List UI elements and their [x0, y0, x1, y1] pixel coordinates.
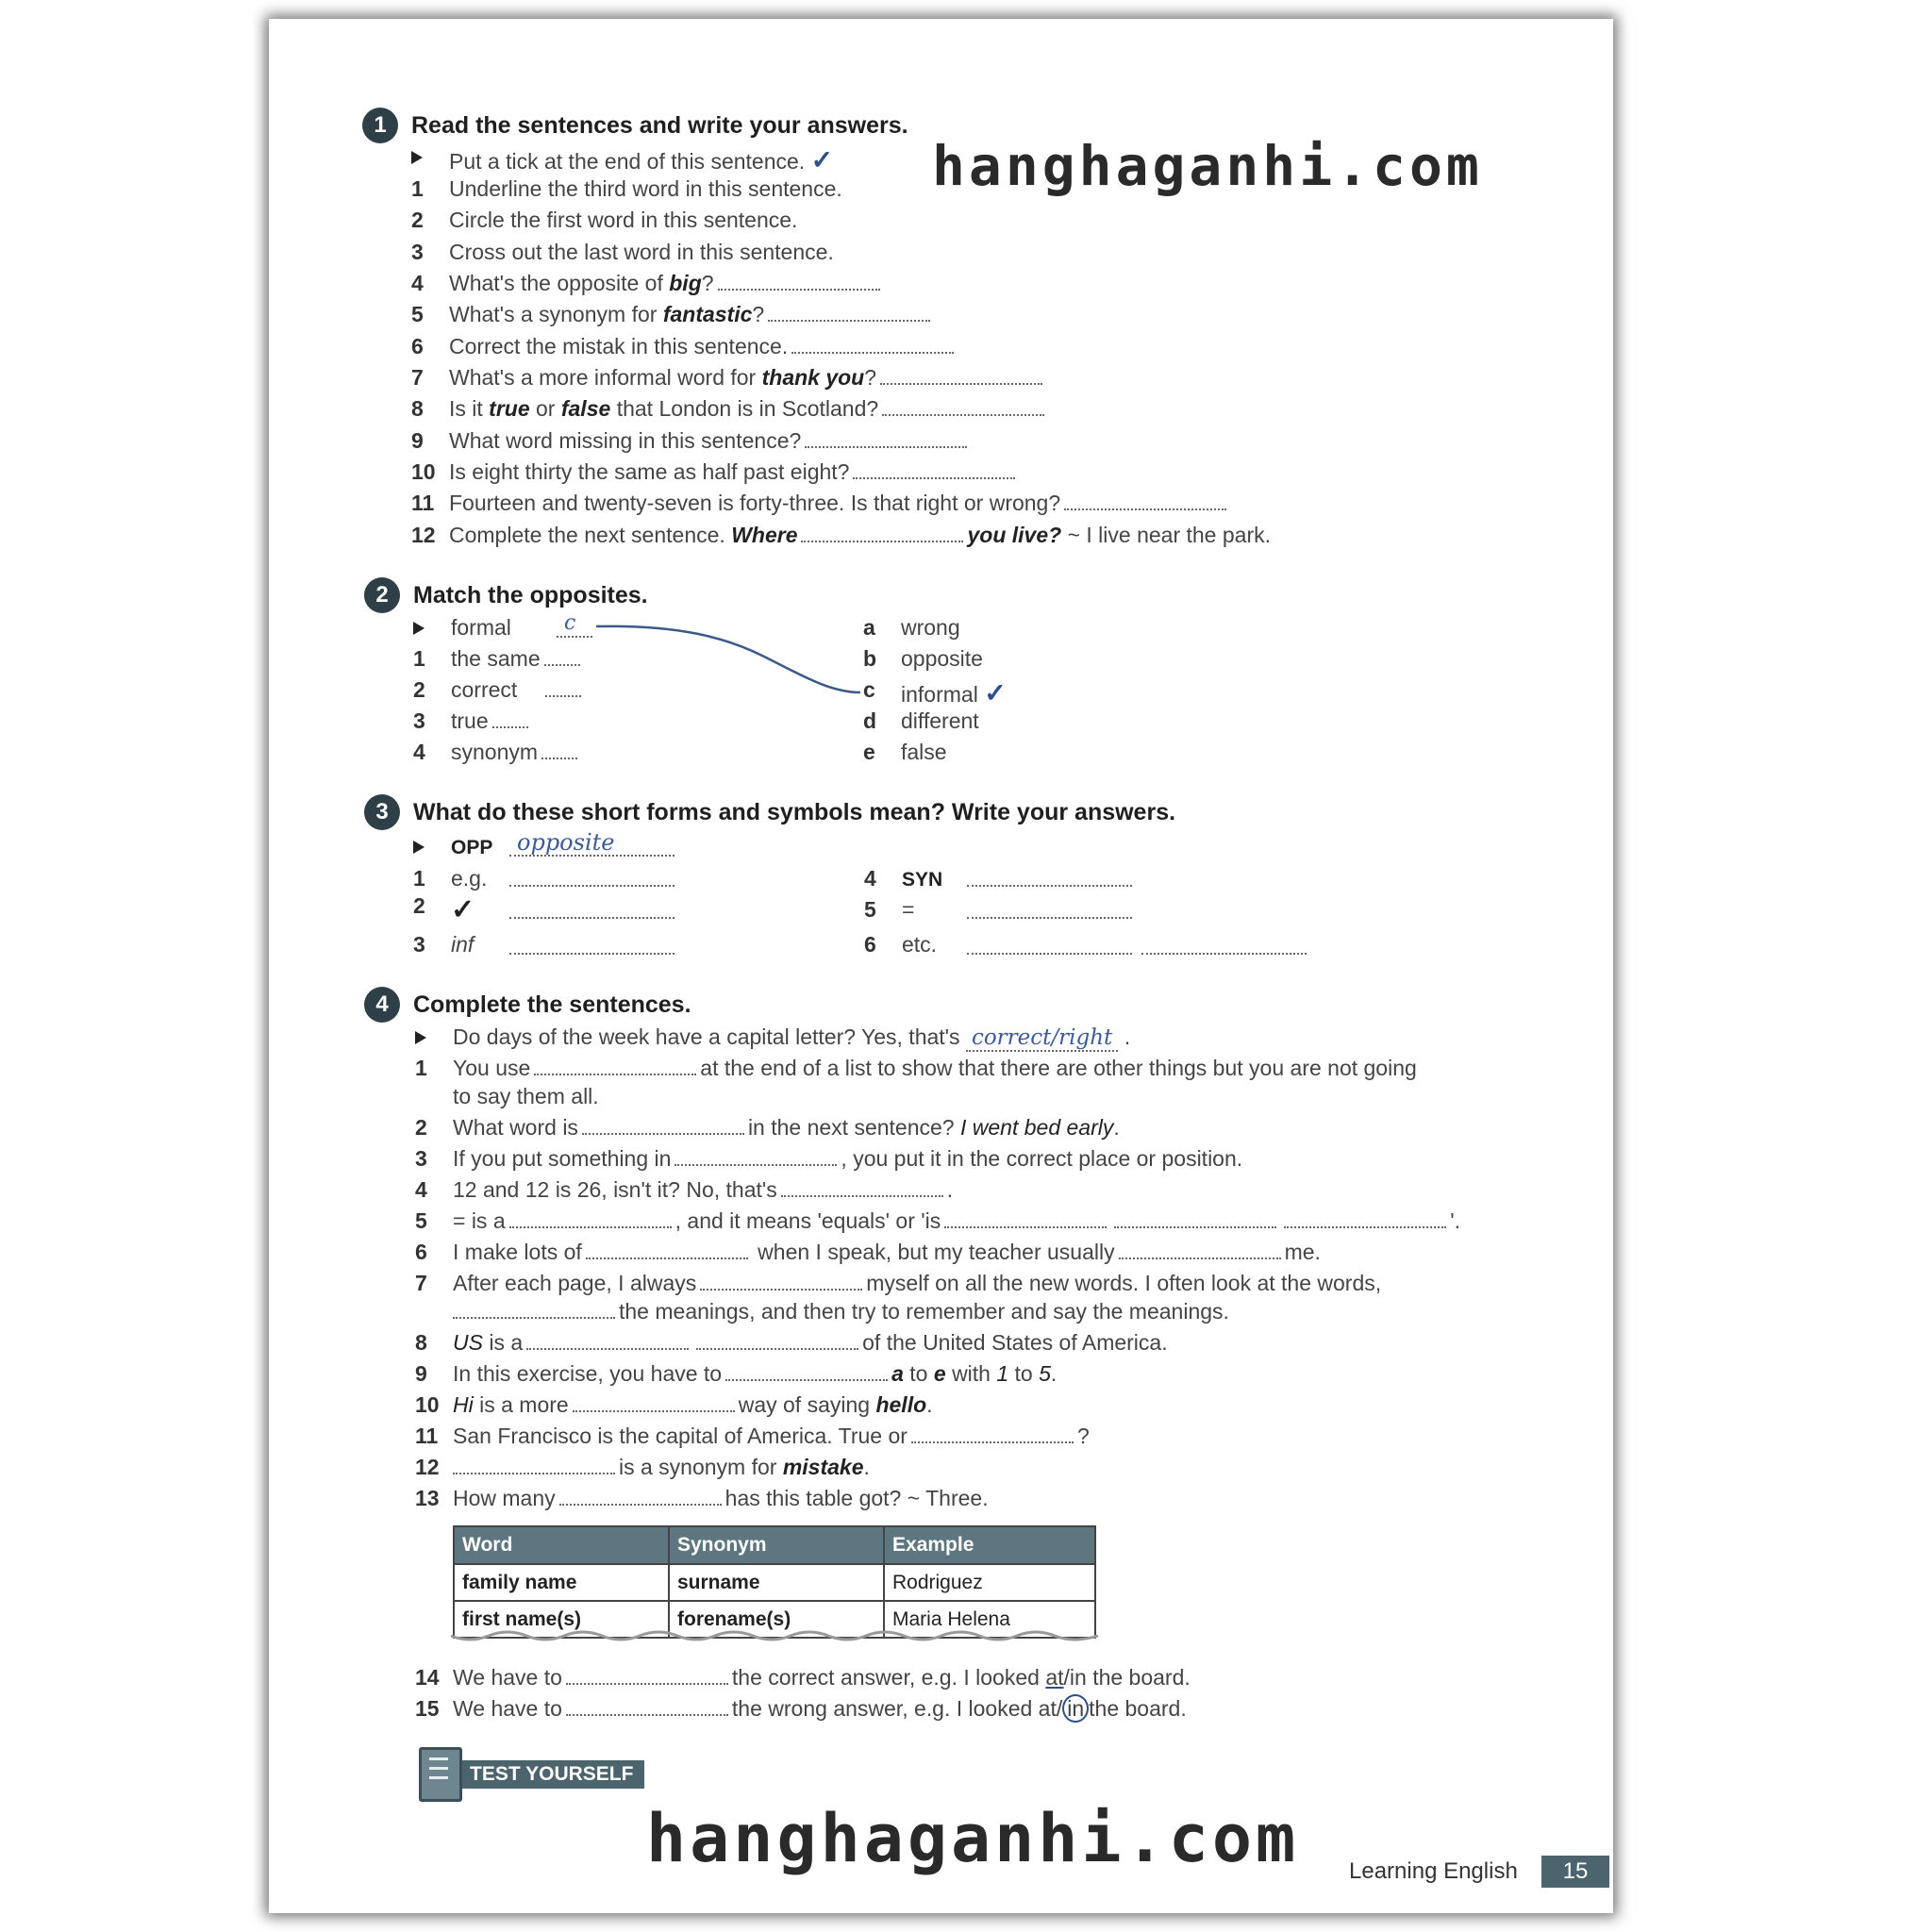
answer-blank[interactable] [718, 272, 880, 291]
abbrev-1: 1 e.g. [413, 866, 488, 891]
table-header: Word [454, 1526, 669, 1564]
section-title: Match the opposites. [413, 581, 648, 608]
abbrev-2: 2 ✓ [413, 893, 475, 925]
question-7: 7 What's a more informal word for thank you? [449, 365, 1046, 391]
answer-blank[interactable] [526, 1331, 689, 1350]
table-cell: Rodriguez [884, 1564, 1095, 1601]
example-answer: correct/right [966, 1025, 1118, 1052]
answer-blank[interactable] [801, 524, 963, 542]
match-right-a: a wrong [863, 615, 960, 640]
answer-blank[interactable] [545, 678, 581, 697]
abbrev-6: 6 etc. [864, 932, 938, 957]
answer-blank[interactable] [566, 1697, 728, 1716]
complete-10: 10 Hi is a more way of saying hello. [415, 1392, 933, 1417]
answer-blank[interactable] [582, 1116, 744, 1135]
abbrev-example: OPP [451, 834, 492, 859]
watermark-top: hanghaganhi.com [932, 134, 1483, 198]
example-arrow-icon [415, 1031, 426, 1044]
complete-15: 15 We have to the wrong answer, e.g. I looked at/ in the board. [415, 1696, 1187, 1721]
complete-12: 12 is a synonym for mistake. [415, 1455, 870, 1479]
section-title: What do these short forms and symbols mean? Write your answers. [413, 798, 1176, 825]
answer-blank[interactable] [1114, 1209, 1276, 1228]
table-cell: Maria Helena [884, 1601, 1095, 1638]
complete-11: 11 San Francisco is the capital of America. True or ? [415, 1424, 1090, 1448]
table-cell: family name [454, 1564, 669, 1601]
abbrev-4: 4 SYN [864, 866, 943, 891]
complete-1: 1 You use at the end of a list to show that there are other things but you are not going [415, 1056, 1417, 1080]
table-header: Synonym [669, 1526, 884, 1564]
answer-blank[interactable] [696, 1331, 858, 1350]
section-2-header [364, 577, 648, 613]
table-header: Example [884, 1526, 1095, 1564]
table-cell: surname [669, 1564, 884, 1601]
abbrev-3: 3 inf [413, 932, 475, 957]
match-right-c: c informal ✓ [863, 677, 1007, 708]
section-4-header [364, 987, 691, 1023]
match-left-3: 3 true [451, 708, 532, 734]
answer-blank[interactable] [453, 1456, 615, 1474]
question-6: 6 Correct the mistak in this sentence. [449, 334, 958, 359]
tick-icon: ✓ [810, 145, 834, 175]
question-10: 10 Is eight thirty the same as half past eight? [449, 459, 1019, 485]
answer-blank[interactable] [967, 917, 1132, 919]
answer-blank[interactable] [559, 1487, 722, 1506]
match-example-answer: c [564, 611, 576, 635]
complete-3: 3 If you put something in , you put it in the correct place or position. [415, 1146, 1243, 1171]
complete-1-cont: to say them all. [453, 1084, 599, 1108]
answer-blank[interactable] [911, 1424, 1074, 1443]
table-row [454, 1564, 1095, 1601]
question-5: 5 What's a synonym for fantastic? [449, 302, 934, 327]
example-arrow-icon [411, 151, 423, 164]
section-3-header [364, 794, 1175, 830]
answer-blank[interactable] [1119, 1241, 1281, 1259]
complete-7: 7 After each page, I always myself on all the new words. I often look at the words, [415, 1271, 1382, 1295]
answer-blank[interactable] [509, 953, 675, 955]
complete-2: 2 What word is in the next sentence? I went bed early. [415, 1115, 1120, 1140]
watermark-bottom: hanghaganhi.com [646, 1800, 1300, 1877]
complete-13: 13 How many has this table got? ~ Three. [415, 1486, 989, 1510]
section-title: Complete the sentences. [413, 991, 691, 1018]
question-3: 3 Cross out the last word in this sentence. [411, 240, 834, 264]
complete-9: 9 In this exercise, you have to a to e with 1 to 5. [415, 1361, 1058, 1386]
answer-blank[interactable] [805, 429, 967, 448]
answer-blank[interactable] [573, 1393, 735, 1412]
answer-blank[interactable] [1141, 953, 1307, 955]
names-table [453, 1525, 1096, 1639]
section-number: 3 [364, 794, 400, 830]
match-connector-line [594, 619, 868, 694]
complete-example: Do days of the week have a capital letter? Yes, that's correct/right . [453, 1024, 1130, 1050]
answer-blank[interactable] [1064, 491, 1226, 510]
answer-blank[interactable] [509, 855, 675, 857]
torn-edge [451, 1630, 1102, 1645]
complete-7-cont: the meanings, and then try to remember and say the meanings. [453, 1299, 1229, 1324]
match-left-example: formal [451, 615, 511, 641]
example-line [449, 144, 833, 175]
question-4: 4 What's the opposite of big? [449, 271, 884, 296]
answer-blank[interactable] [781, 1178, 943, 1197]
answer-blank[interactable] [586, 1241, 748, 1259]
match-left-1: 1 the same [451, 646, 584, 672]
answer-blank[interactable] [509, 885, 675, 887]
question-11: 11 Fourteen and twenty-seven is forty-three. Is that right or wrong? [449, 491, 1230, 516]
answer-blank[interactable] [700, 1272, 862, 1291]
question-1: 1 Underline the third word in this sentence. [411, 176, 842, 201]
abbrev-example-answer: opposite [517, 829, 615, 856]
abbrev-5: 5 = [864, 897, 915, 922]
answer-blank[interactable] [675, 1147, 837, 1166]
tick-symbol: ✓ [451, 894, 475, 925]
answer-blank[interactable] [566, 1666, 728, 1685]
answer-blank[interactable] [509, 1209, 672, 1228]
answer-blank[interactable] [853, 460, 1015, 479]
answer-blank[interactable] [944, 1209, 1107, 1228]
example-arrow-icon [413, 622, 425, 635]
match-left-2: 2 correct [451, 677, 585, 703]
answer-blank[interactable] [768, 303, 930, 322]
complete-6: 6 I make lots of when I speak, but my teacher usually me. [415, 1240, 1321, 1264]
answer-blank[interactable] [880, 366, 1042, 385]
notepad-icon [419, 1747, 462, 1802]
example-arrow-icon [413, 841, 425, 854]
question-8: 8 Is it true or false that London is in Scotland? [449, 396, 1048, 422]
answer-blank[interactable] [791, 335, 954, 354]
answer-blank[interactable] [967, 953, 1132, 955]
section-title: Read the sentences and write your answers. [411, 111, 908, 139]
section-number: 2 [364, 577, 400, 613]
table-cell: first name(s) [454, 1601, 669, 1638]
question-9: 9 What word missing in this sentence? [449, 428, 971, 454]
table-header-row [454, 1526, 1095, 1564]
answer-blank[interactable] [725, 1362, 888, 1381]
answer-blank[interactable] [967, 885, 1132, 887]
answer-blank[interactable] [541, 741, 577, 759]
section-number: 4 [364, 987, 400, 1023]
table-cell: forename(s) [669, 1601, 884, 1638]
footer-book-title: Learning English [1349, 1858, 1518, 1884]
complete-4: 4 12 and 12 is 26, isn't it? No, that's . [415, 1177, 954, 1202]
test-yourself-banner [419, 1747, 644, 1802]
match-left-4: 4 synonym [451, 740, 581, 765]
question-12: 12 Complete the next sentence. Where you live? ~ I live near the park. [411, 523, 1272, 547]
section-1-header [362, 108, 908, 143]
match-right-b: b opposite [863, 646, 983, 671]
section-number: 1 [362, 108, 398, 143]
answer-blank[interactable] [1284, 1209, 1446, 1228]
answer-blank[interactable] [453, 1300, 615, 1319]
answer-blank[interactable] [492, 709, 528, 728]
answer-blank[interactable] [509, 917, 675, 919]
answer-blank[interactable] [544, 647, 580, 666]
match-right-d: d different [863, 708, 979, 733]
complete-14: 14 We have to the correct answer, e.g. I looked at/in the board. [415, 1665, 1191, 1690]
answer-blank[interactable] [557, 636, 592, 638]
page-number: 15 [1541, 1856, 1609, 1888]
question-2: 2 Circle the first word in this sentence. [411, 208, 798, 232]
answer-blank[interactable] [882, 397, 1044, 416]
example-text: Put a tick at the end of this sentence. [449, 149, 806, 174]
answer-blank[interactable] [534, 1057, 696, 1075]
complete-8: 8 US is a of the United States of America. [415, 1330, 1168, 1355]
test-yourself-label: TEST YOURSELF [458, 1760, 644, 1789]
tick-icon: ✓ [984, 678, 1007, 708]
match-right-e: e false [863, 740, 947, 764]
complete-5: 5 = is a , and it means 'equals' or 'is '. [415, 1208, 1461, 1233]
